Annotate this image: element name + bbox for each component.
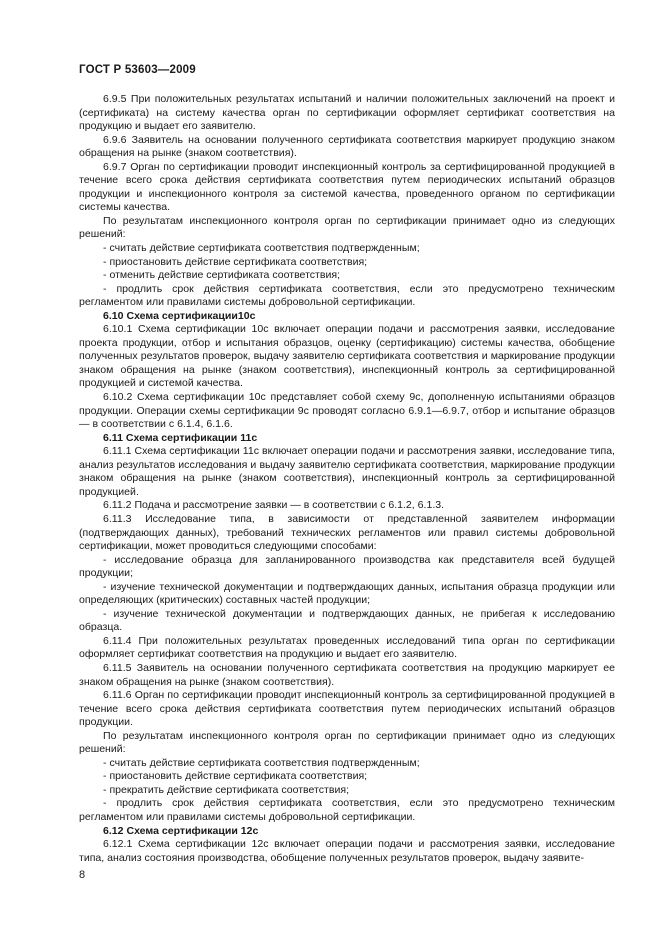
paragraph: 6.10.2 Схема сертификации 10с представляет собой схему 9с, дополненную испытаниями образцов продукции. Операции схемы сертификации 9с проводят согласно 6.9.1—6.9.7, отбор и испытание образцов — в соответствии с 6.1.4, 6.1.6.	[79, 391, 615, 431]
paragraph: 6.11.6 Орган по сертификации проводит инспекционный контроль за сертифицированной продукцией в течение всего срока действия сертификата соответствия путем периодических испытаний образцов продукции.	[79, 689, 615, 729]
section-heading: 6.10 Схема сертификации10с	[103, 309, 256, 322]
list-item: - изучение технической документации и подтверждающих данных, испытания образца продукции или определяющих (критических) составных частей продукции;	[79, 580, 615, 607]
list-item: - отменить действие сертификата соответствия;	[103, 269, 341, 282]
list-item: - считать действие сертификата соответствия подтвержденным;	[103, 242, 420, 255]
paragraph: 6.9.5 При положительных результатах испытаний и наличии положительных заключений на проект и (сертификата) на систему качества орган по сертификации оформляет сертификат соответствия на продукцию и выдает его заявителю.	[79, 93, 615, 133]
page-number: 8	[79, 869, 86, 881]
paragraph: 6.11.2 Подача и рассмотрение заявки — в соответствии с 6.1.2, 6.1.3.	[103, 499, 445, 512]
section-heading: 6.12 Схема сертификации 12с	[103, 824, 259, 837]
paragraph: 6.11.3 Исследование типа, в зависимости от представленной заявителем информации (подтверждающих данных), требований технических регламентов или правил системы добровольной сертификации, может проводиться следующими способами:	[79, 512, 615, 553]
paragraph: 6.9.6 Заявитель на основании полученного сертификата соответствия маркирует продукцию знаком обращения на рынке (знаком соответствия).	[79, 133, 615, 160]
document-header: ГОСТ Р 53603—2009	[79, 64, 196, 76]
document-body	[79, 93, 615, 865]
list-item: - приостановить действие сертификата соответствия;	[103, 255, 368, 268]
paragraph: По результатам инспекционного контроля орган по сертификации принимает одно из следующих решений:	[79, 214, 615, 241]
paragraph: 6.11.4 При положительных результатах проведенных исследований типа орган по сертификации оформляет сертификат соответствия на продукцию и выдает его заявителю.	[79, 634, 615, 661]
list-item: - продлить срок действия сертификата соответствия, если это предусмотрено техническим регламентом или правилами системы добровольной сертификации.	[79, 282, 615, 309]
paragraph: 6.11.1 Схема сертификации 11с включает операции подачи и рассмотрения заявки, исследование типа, анализ результатов исследования и выдачу заявителю сертификата соответствия, маркирование продукции знаком обращения на рынке (знаком соответствия), инспекционный контроль за сертифицированной продукцией.	[79, 445, 615, 498]
paragraph: 6.11.5 Заявитель на основании полученного сертификата соответствия на продукцию маркирует ее знаком обращения на рынке (знаком соответствия).	[79, 661, 615, 688]
list-item: - продлить срок действия сертификата соответствия, если это предусмотрено техническим регламентом или правилами системы добровольной сертификации.	[79, 797, 615, 823]
paragraph: 6.9.7 Орган по сертификации проводит инспекционный контроль за сертифицированной продукцией в течение всего срока действия сертификата соответствия путем периодических испытаний образцов продукции и инспекционного контроля за системой качества, проведенного органом по сертификации системы качества.	[79, 160, 615, 214]
list-item: - изучение технической документации и подтверждающих данных, не прибегая к исследованию образца.	[79, 607, 615, 634]
list-item: - прекратить действие сертификата соответствия;	[103, 783, 350, 796]
list-item: - считать действие сертификата соответствия подтвержденным;	[103, 756, 420, 769]
section-heading: 6.11 Схема сертификации 11с	[103, 431, 258, 444]
paragraph: 6.10.1 Схема сертификации 10с включает операции подачи и рассмотрения заявки, исследование проекта продукции, отбор и испытания образцов, оценку (сертификацию) системы качества, обобщение полученных результатов проверок, выдачу заявителю сертификата соответствия и маркирование продукции знаком обращения на рынке (знаком соответствия), инспекционный контроль за сертифицированной продукцией и системой качества.	[79, 323, 615, 390]
paragraph: 6.12.1 Схема сертификации 12с включает операции подачи и рассмотрения заявки, исследование типа, анализ состояния производства, обобщение полученных результатов проверок, выдачу заявите-	[79, 838, 615, 864]
paragraph: По результатам инспекционного контроля орган по сертификации принимает одно из следующих решений:	[79, 729, 615, 756]
list-item: - исследование образца для запланированного производства как представителя всей будущей продукции;	[79, 553, 615, 580]
list-item: - приостановить действие сертификата соответствия;	[103, 770, 368, 783]
